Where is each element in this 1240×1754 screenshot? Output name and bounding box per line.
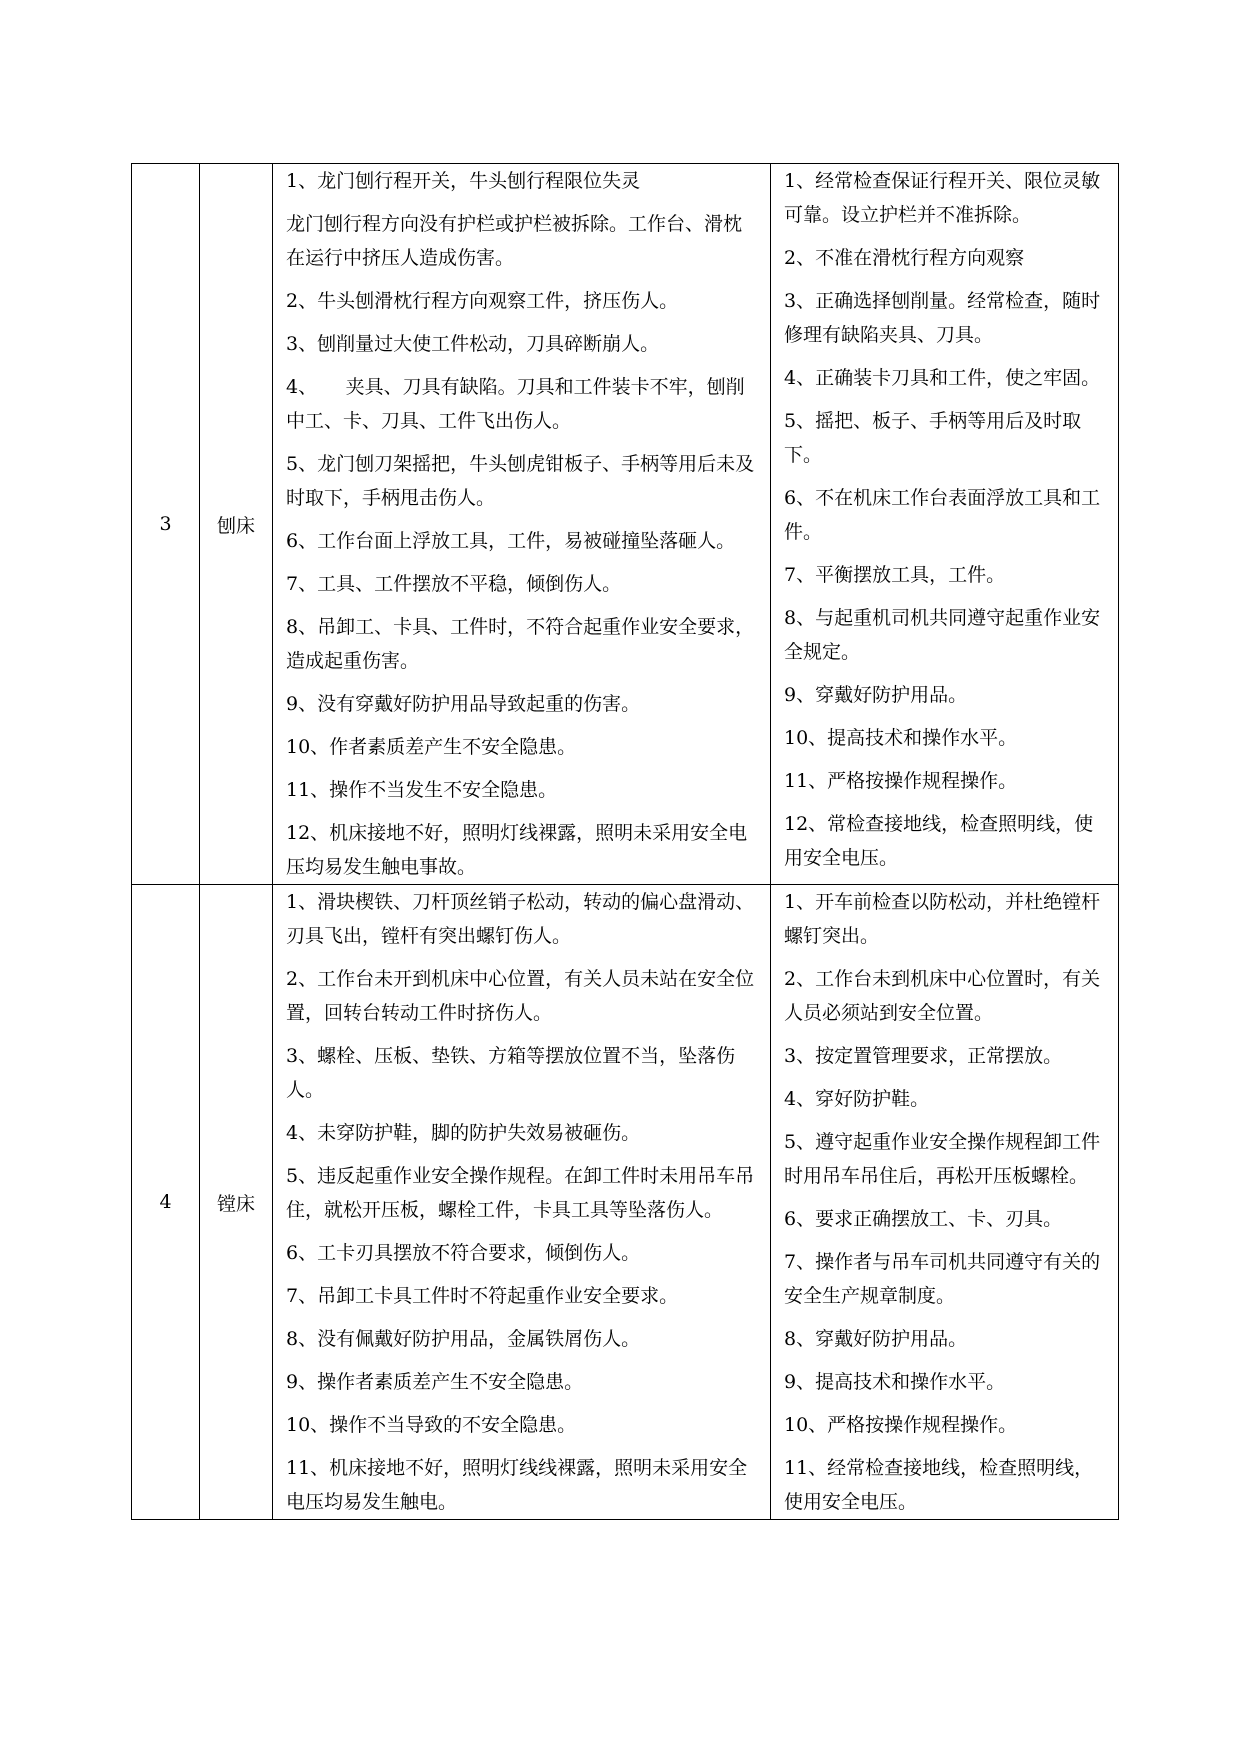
hazard-item: 龙门刨行程方向没有护栏或护栏被拆除。工作台、滑枕在运行中挤压人造成伤害。 [286,213,743,269]
hazard-item: 11、操作不当发生不安全隐患。 [286,779,558,801]
hazard-item: 10、操作不当导致的不安全隐患。 [286,1414,577,1436]
safety-table [131,163,1119,1520]
measure-item: 1、开车前检查以防松动，并杜绝镗杆螺钉突出。 [784,891,1101,947]
hazard-item: 1、龙门刨行程开关，牛头刨行程限位失灵 [286,170,641,192]
hazard-item: 3、刨削量过大使工件松动，刀具碎断崩人。 [286,333,660,355]
measure-item: 6、不在机床工作台表面浮放工具和工件。 [784,487,1101,543]
hazard-item: 6、工卡刃具摆放不符合要求，倾倒伤人。 [286,1242,641,1264]
measure-item: 1、经常检查保证行程开关、限位灵敏可靠。设立护栏并不准拆除。 [784,170,1101,226]
machine-name: 镗床 [200,885,273,1520]
measure-item: 2、工作台未到机床中心位置时，有关人员必须站到安全位置。 [784,968,1101,1024]
hazard-item: 8、吊卸工、卡具、工件时，不符合起重作业安全要求，造成起重伤害。 [286,616,755,672]
hazard-item: 4、未穿防护鞋，脚的防护失效易被砸伤。 [286,1122,641,1144]
table-row [132,885,1119,1520]
hazard-item: 3、螺栓、压板、垫铁、方箱等摆放位置不当，坠落伤人。 [286,1045,736,1101]
measure-item: 11、经常检查接地线，检查照明线，使用安全电压。 [784,1457,1094,1513]
measures-cell [771,164,1119,885]
hazard-item: 7、工具、工件摆放不平稳，倾倒伤人。 [286,573,622,595]
hazard-item: 4、 夹具、刀具有缺陷。刀具和工件装卡不牢，刨削中工、卡、刀具、工件飞出伤人。 [286,376,745,432]
hazards-cell [273,885,771,1520]
measure-item: 7、操作者与吊车司机共同遵守有关的安全生产规章制度。 [784,1251,1101,1307]
measure-item: 8、穿戴好防护用品。 [784,1328,968,1350]
measure-item: 2、不准在滑枕行程方向观察 [784,247,1025,269]
hazard-item: 12、机床接地不好，照明灯线裸露，照明未采用安全电压均易发生触电事故。 [286,822,748,878]
hazard-item: 7、吊卸工卡具工件时不符起重作业安全要求。 [286,1285,679,1307]
machine-name: 刨床 [200,164,273,885]
measure-item: 11、严格按操作规程操作。 [784,770,1018,792]
hazard-item: 9、没有穿戴好防护用品导致起重的伤害。 [286,693,641,715]
measure-item: 10、严格按操作规程操作。 [784,1414,1018,1436]
hazard-item: 5、违反起重作业安全操作规程。在卸工件时未用吊车吊住，就松开压板，螺栓工件，卡具工具等坠落伤人。 [286,1165,755,1221]
measure-item: 7、平衡摆放工具，工件。 [784,564,1006,586]
hazard-item: 5、龙门刨刀架摇把，牛头刨虎钳板子、手柄等用后未及时取下，手柄甩击伤人。 [286,453,755,509]
measures-cell [771,885,1119,1520]
hazard-item: 2、工作台未开到机床中心位置，有关人员未站在安全位置，回转台转动工件时挤伤人。 [286,968,755,1024]
measure-item: 5、摇把、板子、手柄等用后及时取下。 [784,410,1082,466]
hazard-item: 9、操作者素质差产生不安全隐患。 [286,1371,584,1393]
measure-item: 3、按定置管理要求，正常摆放。 [784,1045,1063,1067]
measure-item: 4、穿好防护鞋。 [784,1088,930,1110]
measure-item: 9、穿戴好防护用品。 [784,684,968,706]
measure-item: 3、正确选择刨削量。经常检查，随时修理有缺陷夹具、刀具。 [784,290,1101,346]
hazard-item: 2、牛头刨滑枕行程方向观察工件，挤压伤人。 [286,290,679,312]
hazard-item: 1、滑块楔铁、刀杆顶丝销子松动，转动的偏心盘滑动、刃具飞出，镗杆有突出螺钉伤人。 [286,891,755,947]
measure-item: 4、正确装卡刀具和工件，使之牢固。 [784,367,1101,389]
measure-item: 8、与起重机司机共同遵守起重作业安全规定。 [784,607,1101,663]
row-number: 4 [132,885,200,1520]
hazards-cell [273,164,771,885]
hazard-item: 6、工作台面上浮放工具，工件，易被碰撞坠落砸人。 [286,530,736,552]
hazard-item: 8、没有佩戴好防护用品，金属铁屑伤人。 [286,1328,641,1350]
measure-item: 6、要求正确摆放工、卡、刃具。 [784,1208,1063,1230]
measure-item: 9、提高技术和操作水平。 [784,1371,1006,1393]
measure-item: 10、提高技术和操作水平。 [784,727,1018,749]
hazard-item: 11、机床接地不好，照明灯线线裸露，照明未采用安全电压均易发生触电。 [286,1457,748,1513]
measure-item: 5、遵守起重作业安全操作规程卸工件时用吊车吊住后，再松开压板螺栓。 [784,1131,1101,1187]
measure-item: 12、常检查接地线，检查照明线，使用安全电压。 [784,813,1094,869]
row-number: 3 [132,164,200,885]
hazard-item: 10、作者素质差产生不安全隐患。 [286,736,577,758]
table-row [132,164,1119,885]
